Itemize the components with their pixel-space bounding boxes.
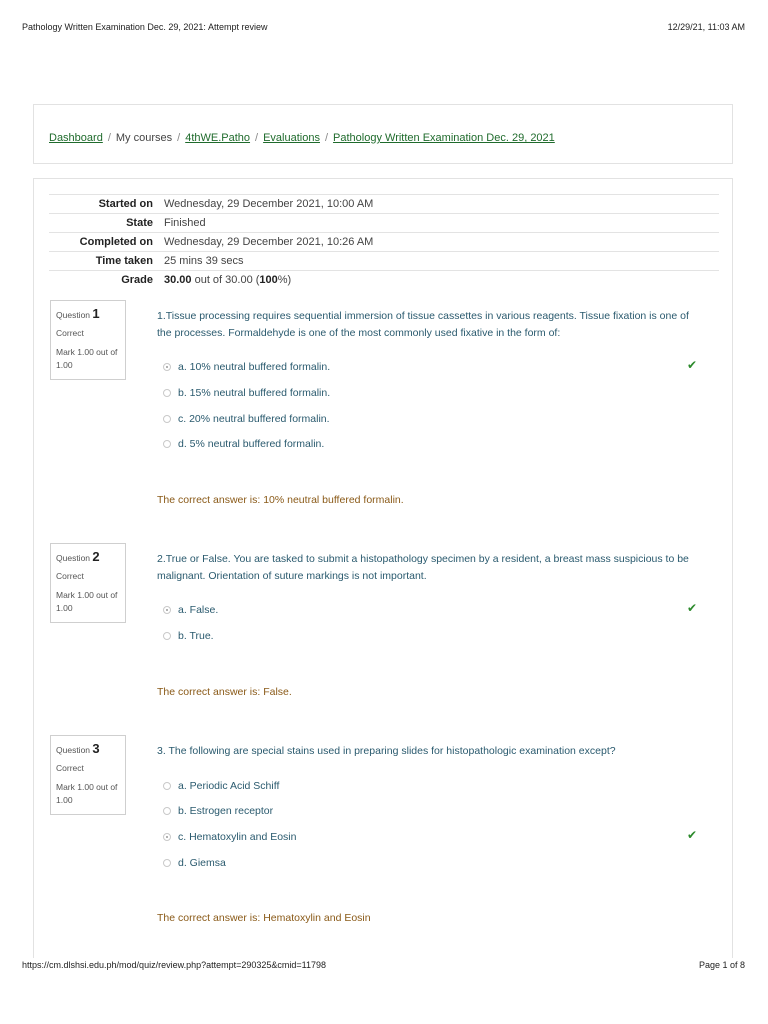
breadcrumb-separator: / — [324, 132, 329, 144]
answer-option-label: c. Hematoxylin and Eosin — [178, 831, 297, 843]
answer-option[interactable] — [163, 831, 296, 843]
question-number — [56, 742, 120, 757]
question-info-box — [50, 543, 126, 623]
question-text: 1.Tissue processing requires sequential immersion of tissue cassettes in various reagents. Tissue fixation is one of the processes. Formaldehyde is one of the most commonly used fixative in the form of: — [157, 310, 689, 339]
question-state: Correct — [56, 571, 84, 581]
answer-option-label: d. 5% neutral buffered formalin. — [178, 438, 325, 450]
breadcrumb-separator: / — [255, 132, 259, 144]
grade-score: 30.00 — [164, 274, 192, 286]
question-number — [56, 307, 120, 322]
radio-selected-icon[interactable] — [163, 606, 171, 614]
radio-icon[interactable] — [163, 807, 171, 815]
radio-icon[interactable] — [163, 859, 171, 867]
page-url: https://cm.dlshsi.edu.ph/mod/quiz/review.php?attempt=290325&cmid=11798 — [22, 960, 327, 970]
breadcrumb — [49, 132, 555, 144]
state-value: Finished — [164, 214, 719, 233]
radio-icon[interactable] — [163, 440, 171, 448]
print-datetime: 12/29/21, 11:03 AM — [667, 22, 745, 32]
radio-icon[interactable] — [163, 415, 171, 423]
question-number-value: 1 — [92, 306, 100, 321]
question-mark: Mark 1.00 out of 1.00 — [56, 347, 118, 370]
correct-check-icon: ✔ — [687, 828, 698, 842]
completed-on-value: Wednesday, 29 December 2021, 10:26 AM — [164, 233, 719, 252]
breadcrumb-container — [33, 104, 733, 164]
question-feedback: The correct answer is: 10% neutral buffered formalin. — [157, 494, 404, 506]
radio-icon[interactable] — [163, 632, 171, 640]
answer-option[interactable] — [163, 780, 279, 792]
radio-selected-icon[interactable] — [163, 363, 171, 371]
answer-option-label: a. 10% neutral buffered formalin. — [178, 361, 331, 373]
grade-percent: 100 — [259, 274, 278, 286]
print-footer — [22, 960, 745, 970]
page-title: Pathology Written Examination Dec. 29, 2021: Attempt review — [22, 22, 268, 32]
summary-label: Time taken — [49, 252, 164, 271]
breadcrumb-quiz-link[interactable]: Pathology Written Examination Dec. 29, 2021 — [333, 132, 555, 144]
answer-option-label: b. Estrogen receptor — [178, 805, 274, 817]
summary-row — [49, 233, 719, 252]
radio-selected-icon[interactable] — [163, 833, 171, 841]
answer-option-label: b. True. — [178, 630, 214, 642]
breadcrumb-dashboard-link[interactable]: Dashboard — [49, 132, 103, 144]
question-number-value: 2 — [92, 549, 100, 564]
answer-option-label: a. Periodic Acid Schiff — [178, 780, 280, 792]
page-number: Page 1 of 8 — [698, 960, 745, 970]
attempt-review-region — [33, 178, 733, 958]
attempt-summary-table — [49, 194, 719, 289]
grade-value — [164, 271, 719, 290]
question-label: Question — [56, 745, 91, 755]
question-feedback: The correct answer is: Hematoxylin and Eosin — [157, 912, 371, 924]
summary-label: Grade — [49, 271, 164, 290]
summary-row — [49, 271, 719, 290]
answer-option[interactable] — [163, 361, 330, 373]
question-text: 3. The following are special stains used in preparing slides for histopathologic examination except? — [157, 745, 616, 757]
summary-row — [49, 252, 719, 271]
summary-row — [49, 195, 719, 214]
answer-option[interactable] — [163, 413, 330, 425]
answer-option[interactable] — [163, 805, 273, 817]
summary-label: State — [49, 214, 164, 233]
time-taken-value: 25 mins 39 secs — [164, 252, 719, 271]
radio-icon[interactable] — [163, 389, 171, 397]
question-state: Correct — [56, 763, 84, 773]
question-state: Correct — [56, 328, 84, 338]
question-number — [56, 550, 120, 565]
correct-check-icon: ✔ — [687, 358, 698, 372]
summary-label: Started on — [49, 195, 164, 214]
summary-row — [49, 214, 719, 233]
correct-check-icon: ✔ — [687, 601, 698, 615]
answer-option[interactable] — [163, 387, 330, 399]
answer-option[interactable] — [163, 630, 214, 642]
question-feedback: The correct answer is: False. — [157, 686, 292, 698]
answer-option-label: d. Giemsa — [178, 857, 226, 869]
radio-icon[interactable] — [163, 782, 171, 790]
question-text: 2.True or False. You are tasked to submit a histopathology specimen by a resident, a breast mass suspicious to be malignant. Orientation of suture markings is not important. — [157, 553, 689, 582]
answer-option[interactable] — [163, 857, 226, 869]
breadcrumb-my-courses: My courses — [115, 132, 173, 144]
question-info-box — [50, 735, 126, 815]
summary-label: Completed on — [49, 233, 164, 252]
answer-option-label: a. False. — [178, 604, 219, 616]
grade-out-of: out of 30.00 ( — [191, 274, 260, 286]
breadcrumb-separator: / — [107, 132, 111, 144]
question-label: Question — [56, 310, 91, 320]
breadcrumb-course-link[interactable]: 4thWE.Patho — [185, 132, 251, 144]
question-label: Question — [56, 553, 91, 563]
question-mark: Mark 1.00 out of 1.00 — [56, 782, 118, 805]
grade-percent-sign: %) — [277, 274, 292, 286]
print-header — [22, 22, 745, 32]
answer-option[interactable] — [163, 604, 218, 616]
question-mark: Mark 1.00 out of 1.00 — [56, 590, 118, 613]
answer-option-label: c. 20% neutral buffered formalin. — [178, 413, 330, 425]
question-info-box — [50, 300, 126, 380]
breadcrumb-evaluations-link[interactable]: Evaluations — [263, 132, 320, 144]
started-on-value: Wednesday, 29 December 2021, 10:00 AM — [164, 195, 719, 214]
question-number-value: 3 — [92, 741, 100, 756]
breadcrumb-separator: / — [177, 132, 181, 144]
answer-option-label: b. 15% neutral buffered formalin. — [178, 387, 331, 399]
answer-option[interactable] — [163, 438, 324, 450]
